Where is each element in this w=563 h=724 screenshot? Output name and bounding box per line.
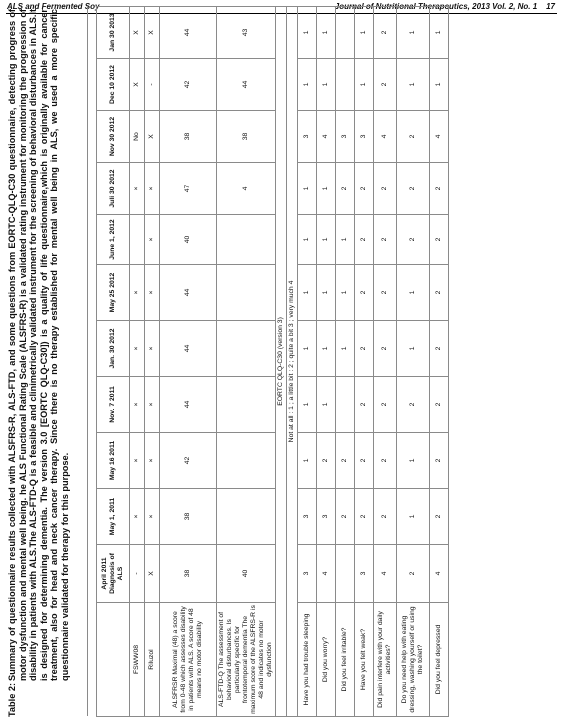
table-cell: 38: [160, 489, 217, 545]
table-cell: 1: [298, 215, 317, 265]
table-cell: 2: [374, 59, 397, 111]
row-label: Did you worry?: [317, 603, 336, 717]
table-cell: ×: [130, 377, 145, 433]
table-cell: 3: [298, 489, 317, 545]
table-cell: ×: [145, 265, 160, 321]
table-cell: 1: [298, 377, 317, 433]
table-row: [355, 6, 374, 716]
table-cell: X: [130, 59, 145, 111]
journal-citation: Journal of Nutritional Therapeutics, 2013 Vol. 2, No. 1 17: [334, 2, 555, 11]
table-cell: X: [130, 6, 145, 58]
table-body-bottom: [298, 6, 449, 716]
table-cell: 2: [374, 489, 397, 545]
table-cell: 4: [317, 545, 336, 603]
table-cell: 1: [397, 6, 430, 58]
table-cell: 2: [430, 433, 449, 489]
column-header-date: April 2011 Diagnosis of ALS: [97, 545, 130, 603]
table-cell: [217, 265, 276, 321]
table-cell: 1: [397, 59, 430, 111]
table-cell: 3: [355, 111, 374, 163]
table-cell: 1: [430, 6, 449, 58]
table-row: [336, 6, 355, 716]
table-cell: 2: [355, 265, 374, 321]
table-row: [397, 6, 430, 716]
table-cell: -: [145, 59, 160, 111]
table-body-top: [130, 6, 276, 716]
section-scale: Not at all : 1 ; a little bit : 2 ; quite a bit 3 ; very much 4: [287, 6, 298, 716]
column-header-date: June 1, 2012: [97, 215, 130, 265]
table-cell: 2: [374, 377, 397, 433]
column-header-date: May 25 2012: [97, 265, 130, 321]
table-header-row: [97, 6, 130, 716]
table-cell: ×: [130, 163, 145, 215]
table-cell: [217, 489, 276, 545]
table-cell: 2: [397, 377, 430, 433]
table-cell: 2: [374, 6, 397, 58]
column-header-date: Juli 30 2012: [97, 163, 130, 215]
table-cell: 3: [298, 545, 317, 603]
table-cell: 1: [336, 321, 355, 377]
table-cell: 2: [355, 377, 374, 433]
row-label: Did you feel depressed: [430, 603, 449, 717]
row-label: Riluzol: [145, 603, 160, 717]
row-label: Have you felt weak?: [355, 603, 374, 717]
table-cell: 43: [217, 6, 276, 58]
table-row: [145, 6, 160, 716]
table-cell: [336, 59, 355, 111]
table-cell: X: [145, 111, 160, 163]
table-cell: 1: [317, 321, 336, 377]
table-cell: 2: [355, 215, 374, 265]
table-row: [374, 6, 397, 716]
row-label: ALS-FTD-Q The assessment of behavioral disturbances. Is particularly specific for frontotemporal dementia The maximum score of the ALSFRS-R is 48 and indicates no motor dysfunction: [217, 603, 276, 717]
table-cell: 44: [160, 265, 217, 321]
table-cell: 2: [374, 215, 397, 265]
table-cell: 3: [317, 489, 336, 545]
table-cell: 38: [217, 111, 276, 163]
table-cell: ×: [130, 321, 145, 377]
table-cell: ×: [130, 265, 145, 321]
table-cell: 4: [217, 163, 276, 215]
table-cell: 44: [160, 377, 217, 433]
table-cell: 42: [160, 59, 217, 111]
table-cell: 44: [160, 321, 217, 377]
table-cell: 1: [298, 163, 317, 215]
row-label: Did you feel irritable?: [336, 603, 355, 717]
column-header-date: May 1, 2011: [97, 489, 130, 545]
table-cell: 3: [298, 111, 317, 163]
table-cell: 2: [430, 163, 449, 215]
table-cell: No: [130, 111, 145, 163]
table-cell: ×: [130, 489, 145, 545]
table-cell: [217, 321, 276, 377]
page-number: 17: [546, 2, 555, 11]
table-cell: 1: [430, 59, 449, 111]
table-cell: 2: [374, 433, 397, 489]
table-cell: 4: [374, 545, 397, 603]
column-header-date: Dec 10 2012: [97, 59, 130, 111]
table-row: [160, 6, 217, 716]
table-cell: [217, 433, 276, 489]
row-label: Do you need help with eating dressing, washing yourself or using the toilet?: [397, 603, 430, 717]
table-cell: 2: [374, 163, 397, 215]
table-row: [430, 6, 449, 716]
table-cell: 1: [397, 433, 430, 489]
table-cell: 47: [160, 163, 217, 215]
table-cell: ×: [145, 215, 160, 265]
table-cell: 38: [160, 545, 217, 603]
table-cell: 1: [317, 163, 336, 215]
table-cell: [217, 377, 276, 433]
table-cell: 40: [160, 215, 217, 265]
questionnaire-results-table: [87, 6, 449, 717]
section-title: EORTC QLQ-C30 (version 3): [276, 6, 287, 716]
table-cell: [130, 215, 145, 265]
table-caption-text: Summary of questionnaire results collected with ALSFRS-R, ALS-FTD, and some questions from EORTC-QLQ-C30 questionnaire, detecting progress of motor dysfunction and mental well being. he ALS Functional Rating Scale (ALSFRS-R) is a validated rating instrument for monitoring the progression of disability in patients with ALS.The ALS-FTD-Q is a feasible and clinimetrically validated instrument for the screening of behavioral disturbances in ALS.It is designed for determining dementia. The version 3.0 [EORTC QLQ-C30]) is a quality of life questionnaire,which is originally available for cancer treatment, also for head and neck cancer therapy. Since there is no therapy established for mental well being in ALS, we used a more specific questionnaire validated for therapy for this purpose.: [7, 9, 70, 681]
table-cell: 1: [355, 6, 374, 58]
table-cell: 44: [217, 59, 276, 111]
table-cell: 4: [430, 111, 449, 163]
table-cell: 2: [336, 433, 355, 489]
table-cell: 1: [336, 215, 355, 265]
table-cell: 2: [336, 489, 355, 545]
table-cell: 3: [336, 111, 355, 163]
table-cell: 38: [160, 111, 217, 163]
table-cell: X: [145, 545, 160, 603]
column-header-label: [97, 603, 130, 717]
table-cell: 2: [355, 321, 374, 377]
table-row: [298, 6, 317, 716]
table-cell: ×: [145, 377, 160, 433]
table-cell: 2: [430, 215, 449, 265]
table-cell: 1: [298, 321, 317, 377]
table-cell: 2: [397, 111, 430, 163]
table-cell: 2: [374, 321, 397, 377]
table-cell: 2: [355, 163, 374, 215]
table-cell: 2: [430, 321, 449, 377]
table-cell: 1: [317, 377, 336, 433]
table-row: [317, 6, 336, 716]
table-cell: 40: [217, 545, 276, 603]
table-cell: 1: [336, 265, 355, 321]
table-cell: X: [145, 6, 160, 58]
table-cell: 1: [397, 489, 430, 545]
table-cell: ×: [130, 433, 145, 489]
table-cell: ×: [145, 163, 160, 215]
row-label: Did pain interfere with your daily activities?: [374, 603, 397, 717]
table-cell: [336, 6, 355, 58]
table-cell: 3: [355, 545, 374, 603]
table-cell: 2: [355, 489, 374, 545]
table-cell: 1: [317, 59, 336, 111]
table-cell: 2: [430, 377, 449, 433]
row-label: ALSFRSR Maximal (48) a score from 0-48 which assesses disability in patients with ALS. A score of 48 means no motor disability: [160, 603, 217, 717]
table-cell: 4: [430, 545, 449, 603]
table-cell: 1: [298, 433, 317, 489]
table-cell: 1: [298, 6, 317, 58]
table-cell: 1: [317, 6, 336, 58]
column-header-date: Nov. 7 2011: [97, 377, 130, 433]
table-cell: 1: [397, 321, 430, 377]
column-header-date: May 16 2011: [97, 433, 130, 489]
table-cell: -: [130, 545, 145, 603]
table-cell: 2: [374, 265, 397, 321]
row-label: FSWW08: [130, 603, 145, 717]
table-cell: 2: [430, 265, 449, 321]
column-header-date: Jan. 30 2012: [97, 321, 130, 377]
row-label: Have you had trouble sleeping: [298, 603, 317, 717]
table-cell: 2: [397, 215, 430, 265]
table-cell: 1: [317, 215, 336, 265]
section-scale-row: [287, 6, 298, 716]
table-row: [130, 6, 145, 716]
column-header-date: Nov 30 2012: [97, 111, 130, 163]
table-cell: 2: [355, 433, 374, 489]
landscape-table-block: [7, 7, 557, 717]
table-cell: 2: [317, 433, 336, 489]
table-cell: 2: [430, 489, 449, 545]
section-title-row: [276, 6, 287, 716]
table-cell: 1: [317, 265, 336, 321]
table-top-rule: [88, 6, 97, 716]
table-cell: ×: [145, 321, 160, 377]
column-header-date: Jan 30 2013: [97, 6, 130, 58]
table-cell: 1: [397, 265, 430, 321]
table-cell: 1: [298, 59, 317, 111]
table-cell: 1: [355, 59, 374, 111]
table-cell: ×: [145, 489, 160, 545]
table-cell: 42: [160, 433, 217, 489]
table-cell: [217, 215, 276, 265]
table-cell: 4: [317, 111, 336, 163]
table-cell: 2: [397, 545, 430, 603]
table-cell: 44: [160, 6, 217, 58]
table-caption-label: Table 2:: [7, 682, 17, 717]
table-cell: 4: [374, 111, 397, 163]
running-title: ALS and Fermented Soy: [7, 2, 100, 11]
table-cell: [336, 545, 355, 603]
table-cell: ×: [145, 433, 160, 489]
table-cell: 2: [336, 163, 355, 215]
table-cell: [336, 377, 355, 433]
table-row: [217, 6, 276, 716]
table-cell: 1: [298, 265, 317, 321]
table-cell: 2: [397, 163, 430, 215]
